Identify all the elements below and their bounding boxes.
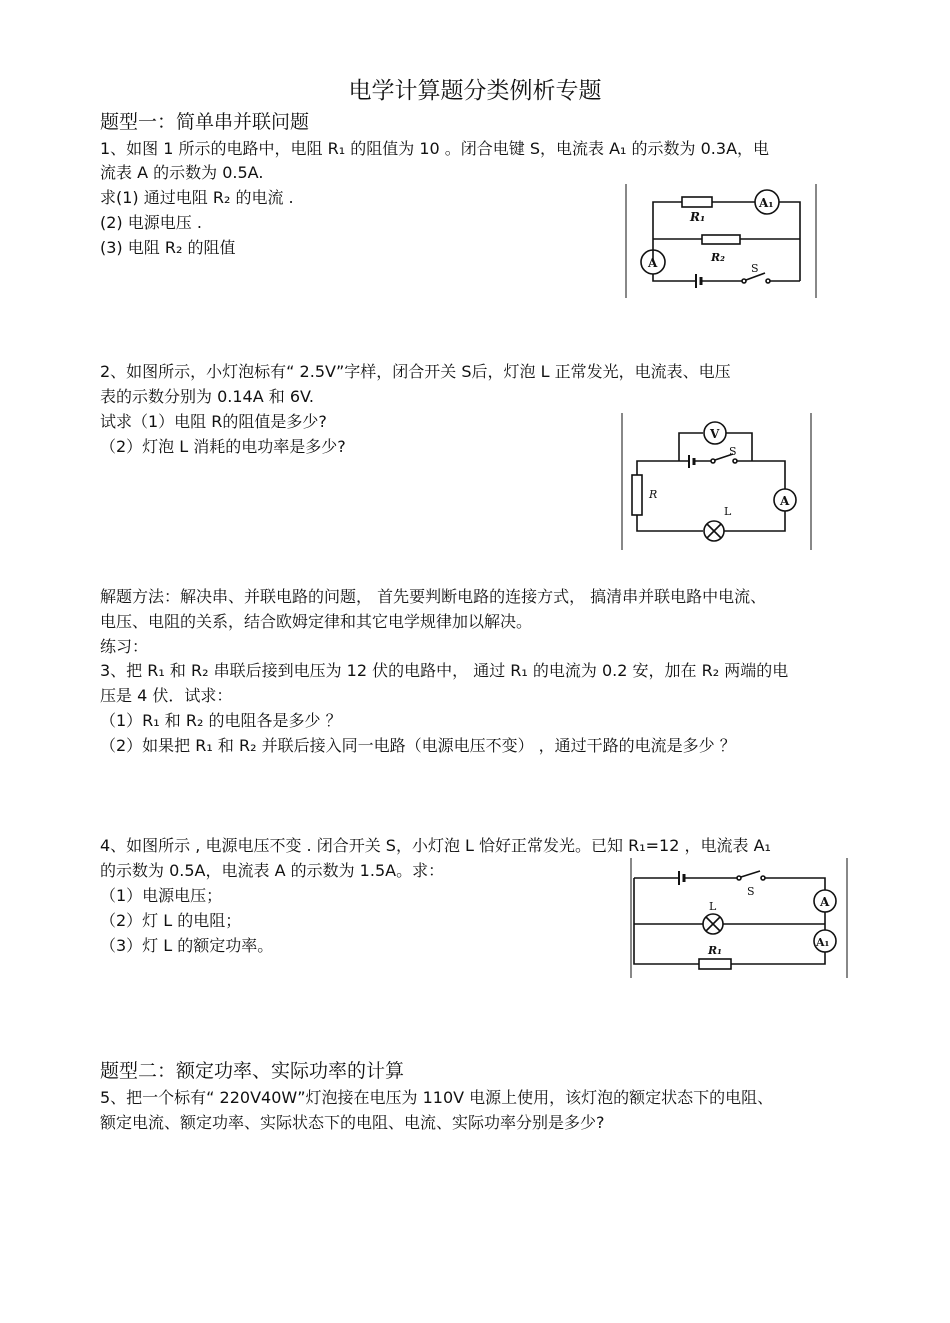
q3-line2: 压是 4 伏．试求： xyxy=(100,686,233,705)
circuit-figure-4 xyxy=(629,858,849,978)
section-heading-2: 题型二：额定功率、实际功率的计算 xyxy=(100,1060,405,1082)
q2-line2: 表的示数分别为 0.14A 和 6V. xyxy=(100,387,314,406)
practice-label: 练习： xyxy=(100,637,149,656)
q4-sub2: （2）灯 L 的电阻； xyxy=(100,911,242,930)
q4-line1: 4、如图所示 , 电源电压不变 . 闭合开关 S，小灯泡 L 恰好正常发光。已知 R₁=12 ，电流表 A₁ xyxy=(100,836,771,855)
q4-line2: 的示数为 0.5A，电流表 A 的示数为 1.5A。求： xyxy=(100,861,445,880)
fig2-l-label: L xyxy=(724,505,732,518)
fig4-a1-label: A₁ xyxy=(816,936,830,949)
q3-sub2: （2）如果把 R₁ 和 R₂ 并联后接入同一电路（电源电压不变） ，通过干路的电流是多少 ？ xyxy=(100,736,736,755)
circuit-figure-1 xyxy=(624,184,819,298)
q4-sub1: （1）电源电压； xyxy=(100,886,223,905)
q1-sub3: (3) 电阻 R₂ 的阻值 xyxy=(100,238,236,257)
method-line1: 解题方法：解决串、并联电路的问题， 首先要判断电路的连接方式， 搞清串并联电路中电流、 xyxy=(100,587,767,606)
q1-line2: 流表 A 的示数为 0.5A. xyxy=(100,163,264,182)
fig1-r1-label: R₁ xyxy=(690,210,706,224)
fig4-a-label: A xyxy=(820,895,830,909)
fig2-s-label: S xyxy=(729,445,737,458)
circuit-figure-2 xyxy=(621,413,813,550)
section-heading-1: 题型一：简单串并联问题 xyxy=(100,111,310,133)
q2-line1: 2、如图所示，小灯泡标有“ 2.5V”字样，闭合开关 S后，灯泡 L 正常发光，电流表、电压 xyxy=(100,362,731,381)
q3-line1: 3、把 R₁ 和 R₂ 串联后接到电压为 12 伏的电路中， 通过 R₁ 的电流为 0.2 安，加在 R₂ 两端的电 xyxy=(100,661,789,680)
q3-sub1: （1）R₁ 和 R₂ 的电阻各是多少 ？ xyxy=(100,711,342,730)
q1-line1: 1、如图 1 所示的电路中，电阻 R₁ 的阻值为 10 。闭合电键 S，电流表 A₁ 的示数为 0.3A，电 xyxy=(100,139,770,158)
q4-sub3: （3）灯 L 的额定功率。 xyxy=(100,936,274,955)
fig1-r2-label: R₂ xyxy=(711,251,725,264)
page-title: 电学计算题分类例析专题 xyxy=(348,78,602,104)
fig4-l-label: L xyxy=(709,900,717,913)
fig2-v-label: V xyxy=(710,427,720,441)
fig1-s-label: S xyxy=(751,262,759,275)
q5-line2: 额定电流、额定功率、实际状态下的电阻、电流、实际功率分别是多少? xyxy=(100,1113,605,1132)
fig1-a-label: A xyxy=(648,256,658,270)
method-line2: 电压、电阻的关系，结合欧姆定律和其它电学规律加以解决。 xyxy=(100,612,533,631)
q2-sub2: （2）灯泡 L 消耗的电功率是多少? xyxy=(100,437,346,456)
fig4-r1-label: R₁ xyxy=(708,944,722,957)
fig1-a1-label: A₁ xyxy=(759,196,774,210)
fig2-r-label: R xyxy=(649,488,658,501)
q1-sub1: 求(1) 通过电阻 R₂ 的电流 . xyxy=(100,188,294,207)
q5-line1: 5、把一个标有“ 220V40W”灯泡接在电压为 110V 电源上使用，该灯泡的额定状态下的电阻、 xyxy=(100,1088,774,1107)
fig2-a-label: A xyxy=(780,494,790,508)
q2-sub1: 试求（1）电阻 R的阻值是多少? xyxy=(100,412,327,431)
fig4-s-label: S xyxy=(747,885,755,898)
q1-sub2: (2) 电源电压 . xyxy=(100,213,202,232)
